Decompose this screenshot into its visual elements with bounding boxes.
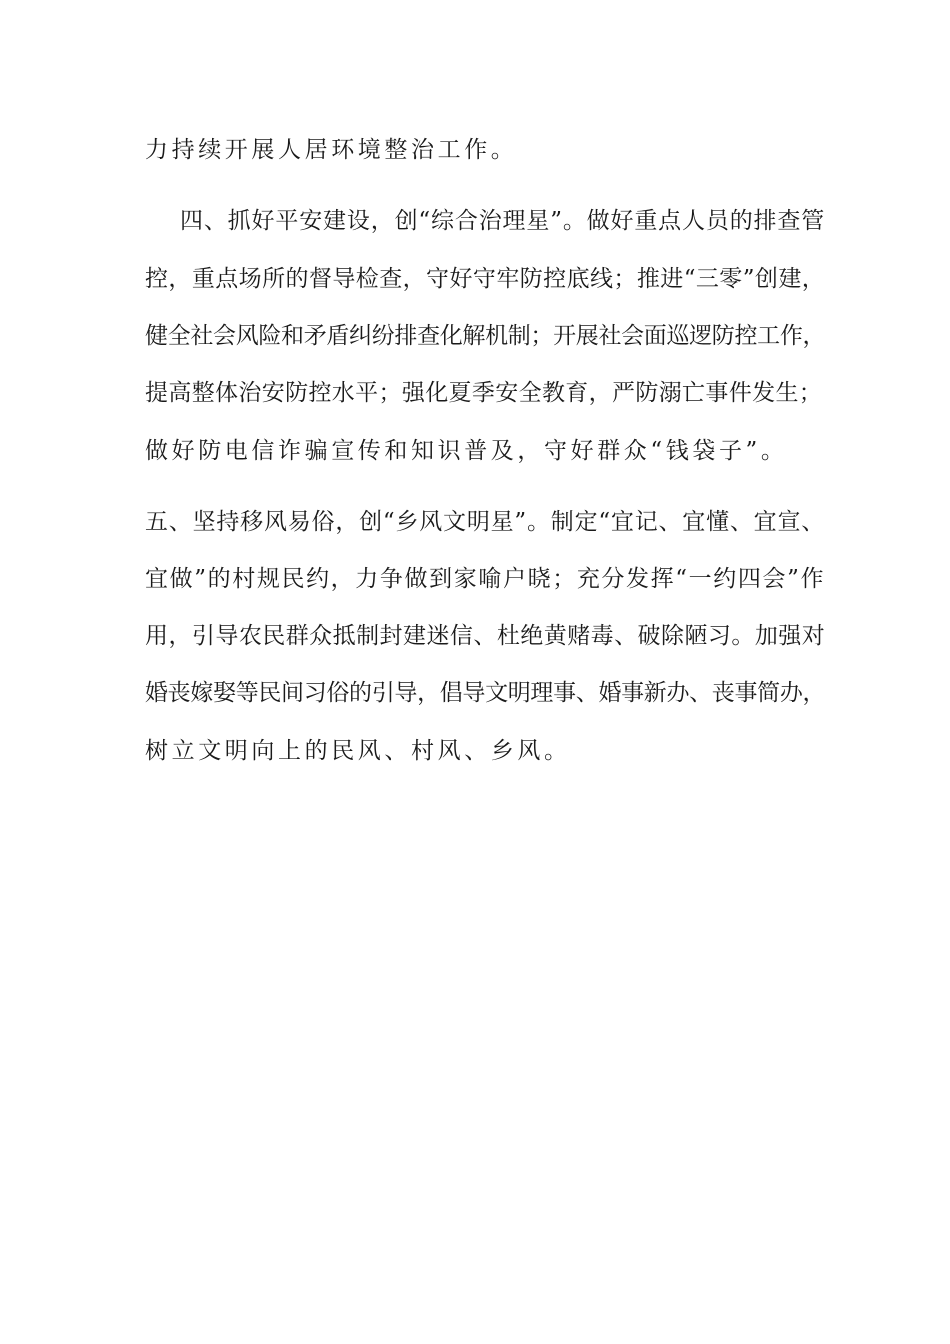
text-line: 树立文明向上的民风、村风、乡风。: [145, 738, 571, 764]
text-line: 用，引导农民群众抵制封建迷信、杜绝黄赌毒、破除陋习。加强对: [145, 623, 825, 649]
text-line: 健全社会风险和矛盾纠纷排查化解机制；开展社会面巡逻防控工作，: [145, 323, 825, 349]
text-line: 四、抓好平安建设，创“综合治理星”。做好重点人员的排查管: [180, 208, 825, 234]
text-line: 五、坚持移风易俗，创“乡风文明星”。制定“宜记、宜懂、宜宣、: [145, 509, 825, 535]
text-line: 提高整体治安防控水平；强化夏季安全教育，严防溺亡事件发生；: [145, 380, 823, 406]
text-line: 力持续开展人居环境整治工作。: [145, 137, 518, 163]
text-line: 控，重点场所的督导检查，守好守牢防控底线；推进“三零”创建，: [145, 266, 825, 292]
text-line: 婚丧嫁娶等民间习俗的引导，倡导文明理事、婚事新办、丧事简办，: [145, 680, 825, 706]
text-line: 做好防电信诈骗宣传和知识普及，守好群众“钱袋子”。: [145, 438, 788, 464]
text-line: 宜做”的村规民约，力争做到家喻户晓；充分发挥“一约四会”作: [145, 566, 825, 592]
